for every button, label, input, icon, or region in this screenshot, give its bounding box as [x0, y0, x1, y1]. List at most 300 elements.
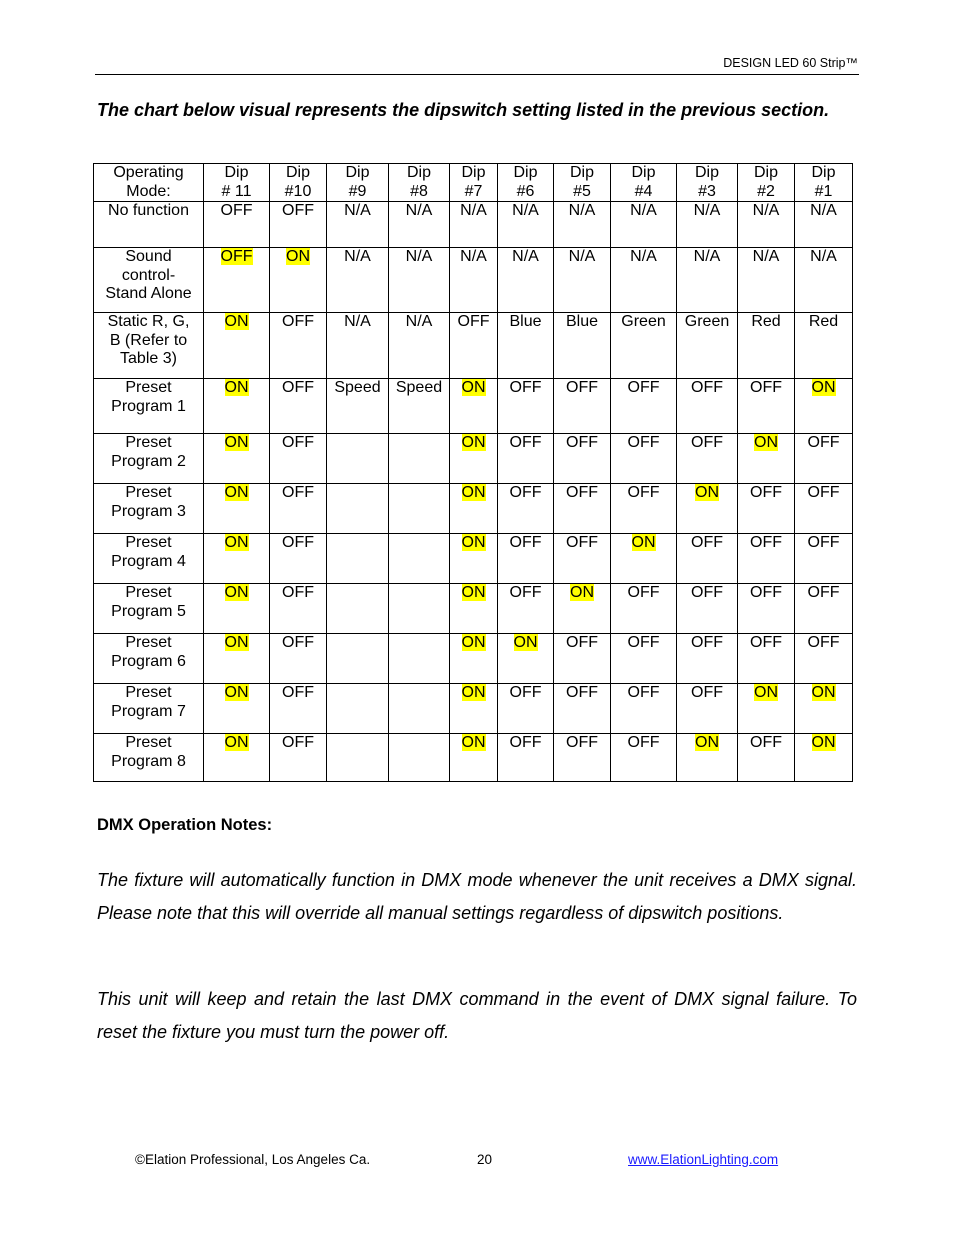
dip-value: ON — [224, 313, 249, 330]
dip-value-cell — [270, 684, 327, 734]
dip-value-cell — [204, 484, 270, 534]
operating-mode-cell — [94, 584, 204, 634]
dip-value: OFF — [282, 379, 314, 396]
dip-value-cell — [389, 684, 450, 734]
dip-value-cell — [450, 379, 498, 434]
dip-value: N/A — [344, 313, 371, 330]
dip-value-cell — [270, 434, 327, 484]
table-row — [94, 248, 853, 313]
dip-value: OFF — [750, 379, 782, 396]
operating-mode-line: Program 4 — [111, 552, 186, 570]
dip-value-cell — [611, 202, 677, 248]
dip-value: N/A — [512, 248, 539, 265]
dip-value: Blue — [509, 313, 542, 330]
dip-value: ON — [224, 584, 249, 601]
table-row — [94, 734, 853, 782]
header-cell-line: #9 — [348, 182, 367, 200]
dip-value-cell — [795, 202, 853, 248]
header-cell-dip — [554, 164, 611, 202]
dip-value-cell — [327, 434, 389, 484]
dip-value: ON — [461, 379, 486, 396]
dip-value-cell — [498, 684, 554, 734]
dip-value: OFF — [627, 484, 660, 501]
operating-mode-line: Preset — [125, 634, 172, 651]
dip-value: OFF — [282, 534, 314, 551]
dip-value-cell — [204, 313, 270, 379]
dip-value: N/A — [405, 202, 433, 219]
header-cell-dip — [389, 164, 450, 202]
dip-value-cell — [738, 313, 795, 379]
header-cell-line: Dip — [694, 164, 719, 181]
dip-value-cell — [327, 313, 389, 379]
dip-value-cell — [450, 534, 498, 584]
dip-value-cell — [795, 379, 853, 434]
dip-value-cell — [450, 202, 498, 248]
dip-value: ON — [461, 584, 486, 601]
dip-value-cell — [327, 634, 389, 684]
dip-value-cell — [327, 248, 389, 313]
dip-value: ON — [224, 634, 249, 651]
header-cell-line: #3 — [698, 182, 716, 200]
header-cell-dip — [498, 164, 554, 202]
header-cell-line: Dip — [406, 164, 431, 181]
dip-value-cell — [204, 379, 270, 434]
dip-value: ON — [224, 734, 249, 751]
operating-mode-cell — [94, 534, 204, 584]
dip-value-cell — [327, 584, 389, 634]
operating-mode-cell — [94, 248, 204, 313]
operating-mode-cell — [94, 202, 204, 248]
dip-value-cell — [554, 634, 611, 684]
header-cell-dip — [795, 164, 853, 202]
dip-value-cell — [677, 434, 738, 484]
dip-value: OFF — [509, 534, 542, 551]
header-cell-line: Dip — [224, 164, 249, 181]
dip-value: OFF — [282, 734, 314, 751]
dip-value-cell — [389, 584, 450, 634]
dip-value-cell — [554, 202, 611, 248]
dip-value-cell — [389, 248, 450, 313]
dip-value: Speed — [395, 379, 443, 396]
dip-value: OFF — [627, 379, 660, 396]
dip-value-cell — [204, 434, 270, 484]
header-cell-line: #8 — [410, 182, 428, 200]
dip-value-cell — [498, 734, 554, 782]
dip-value: OFF — [282, 202, 314, 219]
dip-value: OFF — [750, 634, 782, 651]
dip-value-cell — [498, 313, 554, 379]
dip-value-cell — [795, 434, 853, 484]
operating-mode-line: Program 2 — [111, 452, 186, 470]
dip-value-cell — [450, 313, 498, 379]
dipswitch-table — [93, 163, 853, 782]
dip-value-cell — [204, 248, 270, 313]
dip-value-cell — [795, 313, 853, 379]
dip-value-cell — [611, 734, 677, 782]
dip-value: N/A — [810, 202, 837, 219]
dip-value-cell — [498, 379, 554, 434]
dip-value-cell — [389, 202, 450, 248]
dip-value: OFF — [282, 634, 314, 651]
dip-value: N/A — [344, 248, 371, 265]
dip-value-cell — [270, 534, 327, 584]
dip-value-cell — [204, 534, 270, 584]
operating-mode-cell — [94, 484, 204, 534]
dip-value-cell — [795, 484, 853, 534]
dip-value-cell — [270, 634, 327, 684]
operating-mode-cell — [94, 313, 204, 379]
dip-value: OFF — [566, 734, 598, 751]
dip-value-cell — [611, 634, 677, 684]
dip-value: OFF — [807, 534, 840, 551]
dip-value-cell — [270, 484, 327, 534]
dip-value: OFF — [750, 534, 782, 551]
dip-value: OFF — [509, 434, 542, 451]
dip-value: OFF — [509, 584, 542, 601]
dip-value: ON — [224, 534, 249, 551]
dip-value: ON — [461, 734, 486, 751]
operating-mode-line: Sound — [125, 248, 172, 265]
notes-heading: DMX Operation Notes: — [97, 816, 273, 834]
dip-value: N/A — [693, 248, 721, 265]
dip-value: ON — [695, 484, 719, 501]
dip-value-cell — [677, 534, 738, 584]
dip-value-cell — [677, 379, 738, 434]
table-body — [94, 202, 853, 782]
table-row — [94, 313, 853, 379]
dip-value: ON — [695, 734, 719, 751]
dip-value: ON — [631, 534, 656, 551]
dip-value: OFF — [627, 434, 660, 451]
header-cell-line: # 11 — [221, 182, 252, 200]
dip-value: OFF — [509, 484, 542, 501]
dip-value: OFF — [627, 734, 660, 751]
table-row — [94, 434, 853, 484]
dip-value: N/A — [405, 313, 433, 330]
operating-mode-line: Program 3 — [111, 502, 186, 520]
dip-value: OFF — [220, 202, 253, 219]
dip-value-cell — [389, 313, 450, 379]
table-row — [94, 634, 853, 684]
header-cell-line: Operating — [113, 164, 184, 181]
header-cell-line: Dip — [345, 164, 370, 181]
dip-value-cell — [738, 202, 795, 248]
dip-value-cell — [677, 734, 738, 782]
dip-value: OFF — [282, 684, 314, 701]
header-cell-dip — [270, 164, 327, 202]
dip-value: OFF — [457, 313, 490, 330]
table-row — [94, 379, 853, 434]
dip-value: OFF — [282, 313, 314, 330]
operating-mode-line: No function — [108, 202, 189, 219]
dip-value-cell — [795, 584, 853, 634]
operating-mode-line: Preset — [125, 534, 172, 551]
dip-value: OFF — [282, 584, 314, 601]
dip-value-cell — [554, 734, 611, 782]
dip-value: OFF — [566, 534, 598, 551]
dip-value-cell — [204, 202, 270, 248]
dip-value: N/A — [568, 202, 596, 219]
dip-value-cell — [738, 534, 795, 584]
dip-value-cell — [738, 634, 795, 684]
dip-value: N/A — [460, 202, 487, 219]
dip-value: OFF — [807, 484, 840, 501]
dip-value-cell — [611, 584, 677, 634]
dip-value: ON — [513, 634, 538, 651]
dip-value: OFF — [691, 684, 723, 701]
dip-value: OFF — [691, 634, 723, 651]
dip-value: ON — [570, 584, 594, 601]
header-cell-line: Dip — [461, 164, 486, 181]
dip-value-cell — [611, 534, 677, 584]
header-cell-dip — [450, 164, 498, 202]
dip-value-cell — [498, 534, 554, 584]
dip-value-cell — [738, 248, 795, 313]
header-cell-dip — [327, 164, 389, 202]
operating-mode-line: Program 7 — [111, 702, 186, 720]
dip-value: OFF — [807, 434, 840, 451]
dip-value-cell — [611, 379, 677, 434]
dip-value-cell — [450, 434, 498, 484]
dip-value-cell — [498, 584, 554, 634]
dip-value-cell — [389, 484, 450, 534]
dip-value: N/A — [512, 202, 539, 219]
header-cell-line: Dip — [631, 164, 656, 181]
dip-value: OFF — [282, 484, 314, 501]
dip-value-cell — [270, 313, 327, 379]
dip-value: ON — [461, 434, 486, 451]
dip-value: ON — [811, 684, 836, 701]
header-cell-line: #6 — [516, 182, 535, 200]
dip-value-cell — [795, 534, 853, 584]
dip-value-cell — [677, 634, 738, 684]
intro-paragraph: The chart below visual represents the dipswitch setting listed in the previous section. — [97, 100, 830, 120]
dip-value-cell — [450, 484, 498, 534]
dip-value-cell — [738, 584, 795, 634]
dip-value-cell — [204, 734, 270, 782]
dip-value-cell — [327, 734, 389, 782]
dip-value: N/A — [752, 248, 780, 265]
dip-value: ON — [224, 379, 249, 396]
dip-value-cell — [498, 202, 554, 248]
dip-value: OFF — [807, 584, 840, 601]
dip-value-cell — [498, 634, 554, 684]
dip-value: N/A — [405, 248, 433, 265]
dip-value-cell — [554, 434, 611, 484]
operating-mode-line: Program 8 — [111, 752, 186, 770]
operating-mode-line: Preset — [125, 684, 172, 701]
operating-mode-cell — [94, 684, 204, 734]
document-header-title: DESIGN LED 60 Strip™ — [723, 56, 858, 70]
dip-value-cell — [554, 313, 611, 379]
header-cell-dip — [738, 164, 795, 202]
dip-value: OFF — [750, 584, 782, 601]
dip-value-cell — [389, 534, 450, 584]
dip-value-cell — [795, 248, 853, 313]
dip-value: ON — [224, 484, 249, 501]
operating-mode-line: Stand Alone — [105, 285, 192, 302]
operating-mode-line: control- — [121, 266, 176, 284]
operating-mode-line: Program 1 — [111, 397, 186, 415]
dip-value-cell — [554, 684, 611, 734]
header-cell-line: Dip — [513, 164, 538, 181]
operating-mode-cell — [94, 434, 204, 484]
header-cell-line: Mode: — [126, 182, 171, 200]
dip-value-cell — [204, 634, 270, 684]
dip-value: ON — [461, 634, 486, 651]
dip-value-cell — [554, 248, 611, 313]
header-cell-operating-mode — [94, 164, 204, 202]
header-cell-line: Dip — [753, 164, 778, 181]
dip-value: OFF — [566, 684, 598, 701]
dip-value: OFF — [691, 584, 723, 601]
dip-value: OFF — [627, 634, 660, 651]
dip-value-cell — [450, 634, 498, 684]
header-cell-line: Dip — [569, 164, 594, 181]
operating-mode-cell — [94, 379, 204, 434]
dip-value-cell — [611, 684, 677, 734]
dip-value-cell — [554, 534, 611, 584]
operating-mode-line: Static R, G, — [107, 313, 190, 330]
dip-value-cell — [270, 734, 327, 782]
dip-value-cell — [204, 584, 270, 634]
dmx-note-paragraph: This unit will keep and retain the last DMX command in the event of DMX signal failure. To reset the fixture you must turn the power off. — [97, 989, 857, 1042]
dip-value-cell — [389, 734, 450, 782]
dip-value-cell — [738, 734, 795, 782]
dip-value-cell — [554, 584, 611, 634]
header-divider — [95, 74, 859, 75]
footer-website-link[interactable]: www.ElationLighting.com — [628, 1152, 779, 1167]
dip-value: N/A — [693, 202, 721, 219]
table-row — [94, 584, 853, 634]
header-cell-line: #7 — [464, 182, 483, 200]
operating-mode-cell — [94, 634, 204, 684]
table-row — [94, 534, 853, 584]
dip-value: Speed — [334, 379, 381, 396]
header-cell-line: #10 — [284, 182, 312, 200]
footer-copyright: ©Elation Professional, Los Angeles Ca. — [135, 1152, 371, 1167]
dip-value-cell — [450, 684, 498, 734]
footer-page-number: 20 — [477, 1152, 493, 1167]
dip-value-cell — [270, 584, 327, 634]
dip-value: OFF — [750, 734, 782, 751]
dip-value-cell — [204, 684, 270, 734]
dip-value: ON — [286, 248, 310, 265]
operating-mode-line: Preset — [125, 734, 172, 751]
dip-value-cell — [677, 202, 738, 248]
dip-value: ON — [224, 684, 249, 701]
operating-mode-cell — [94, 734, 204, 782]
dip-value: Green — [621, 313, 666, 330]
operating-mode-line: B (Refer to — [109, 331, 188, 349]
dip-value: N/A — [630, 202, 657, 219]
dip-value-cell — [327, 534, 389, 584]
table-header-row — [94, 164, 853, 202]
dip-value: N/A — [630, 248, 657, 265]
dip-value-cell — [677, 684, 738, 734]
dip-value: OFF — [566, 379, 598, 396]
dip-value-cell — [611, 313, 677, 379]
dip-value: ON — [754, 684, 778, 701]
header-cell-line: #2 — [757, 182, 775, 200]
dip-value-cell — [498, 434, 554, 484]
dip-value-cell — [611, 484, 677, 534]
dip-value-cell — [554, 484, 611, 534]
dip-value: OFF — [220, 248, 253, 265]
dip-value: OFF — [509, 379, 542, 396]
dip-value-cell — [498, 484, 554, 534]
header-cell-line: Dip — [285, 164, 310, 181]
dip-value-cell — [795, 684, 853, 734]
operating-mode-line: Table 3) — [120, 350, 177, 367]
dip-value-cell — [389, 434, 450, 484]
dip-value-cell — [738, 379, 795, 434]
dip-value-cell — [270, 379, 327, 434]
dip-value: OFF — [627, 684, 660, 701]
dip-value: OFF — [566, 434, 598, 451]
dip-value-cell — [677, 248, 738, 313]
dip-value-cell — [677, 584, 738, 634]
dip-value: OFF — [691, 379, 723, 396]
dip-value-cell — [270, 248, 327, 313]
header-cell-line: #5 — [573, 182, 591, 200]
dip-value-cell — [795, 634, 853, 684]
header-cell-dip — [677, 164, 738, 202]
dip-value-cell — [327, 379, 389, 434]
dip-value-cell — [738, 434, 795, 484]
dip-value-cell — [554, 379, 611, 434]
dip-value: N/A — [752, 202, 780, 219]
dip-value: OFF — [566, 484, 598, 501]
dip-value-cell — [498, 248, 554, 313]
dip-value-cell — [389, 634, 450, 684]
dip-value: OFF — [566, 634, 598, 651]
dip-value: ON — [811, 734, 836, 751]
dip-value: OFF — [509, 734, 542, 751]
operating-mode-line: Preset — [125, 484, 172, 501]
dip-value-cell — [611, 248, 677, 313]
dip-value: OFF — [509, 684, 542, 701]
dmx-note-paragraph: The fixture will automatically function in DMX mode whenever the unit receives a DMX signal. Please note that this will override all manual settings regardless of dipswitch positions. — [97, 870, 857, 923]
dip-value-cell — [450, 584, 498, 634]
dip-value: ON — [461, 684, 486, 701]
dip-value-cell — [327, 484, 389, 534]
dip-value-cell — [677, 484, 738, 534]
operating-mode-line: Preset — [125, 379, 172, 396]
dip-value-cell — [327, 202, 389, 248]
dip-value-cell — [450, 248, 498, 313]
dip-value: Red — [751, 313, 781, 330]
operating-mode-line: Preset — [125, 584, 172, 601]
dip-value: OFF — [750, 484, 782, 501]
dip-value: ON — [224, 434, 249, 451]
dip-value-cell — [270, 202, 327, 248]
dip-value: ON — [754, 434, 778, 451]
dip-value: OFF — [807, 634, 840, 651]
dip-value: Red — [808, 313, 839, 330]
operating-mode-line: Program 5 — [111, 602, 186, 620]
dip-value: ON — [461, 534, 486, 551]
dip-value: OFF — [691, 534, 723, 551]
dip-value-cell — [327, 684, 389, 734]
dip-value-cell — [389, 379, 450, 434]
dip-value: OFF — [691, 434, 723, 451]
header-cell-line: Dip — [811, 164, 836, 181]
table-row — [94, 202, 853, 248]
dip-value-cell — [611, 434, 677, 484]
dip-value: N/A — [344, 202, 371, 219]
dip-value: N/A — [568, 248, 596, 265]
